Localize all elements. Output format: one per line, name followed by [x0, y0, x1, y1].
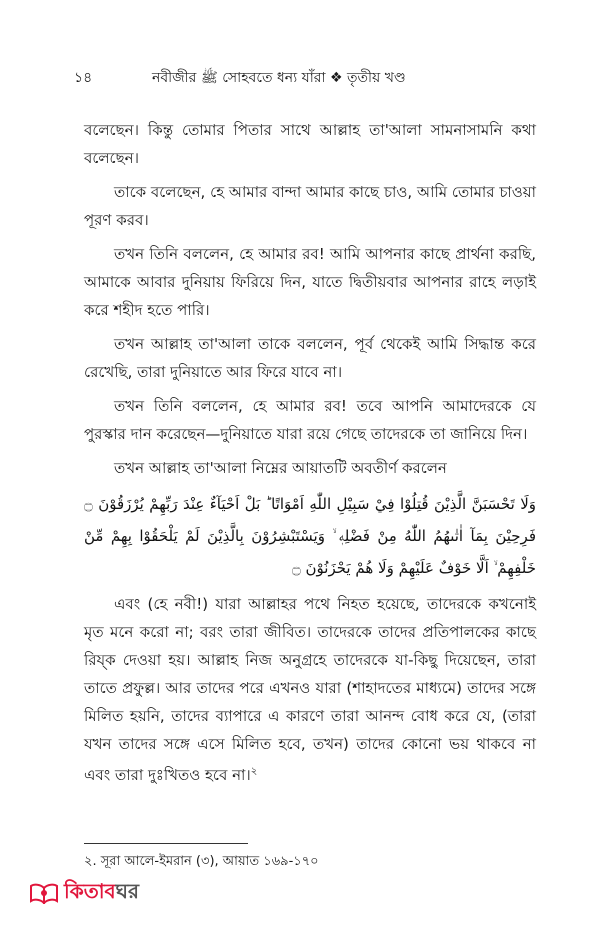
running-header — [74, 66, 534, 90]
watermark-name-red: কিতাব — [64, 878, 116, 903]
translation-paragraph — [84, 590, 536, 789]
watermark-logo — [30, 878, 139, 908]
paragraph: তখন তিনি বললেন, হে আমার রব! তবে আপনি আমাদেরকে যে পুরস্কার দান করেছেন—দুনিয়াতে যারা রয়ে গেছে তাদেরকে তা জানিয়ে দিন। — [84, 397, 536, 443]
main-text — [84, 116, 536, 795]
page-number: ১৪ — [74, 70, 93, 86]
arabic-verse: وَلَا تَحْسَبَنَّ الَّذِيْنَ قُتِلُوْا فِيْ سَبِيْلِ اللّٰهِ اَمْوَاتًا ؕ بَلْ اَحْيَآءٌ عِنْدَ رَبِّهِمْ يُرْزَقُوْنَ ۝ فَرِحِيْنَ بِمَآ اٰتٰىهُمُ اللّٰهُ مِنْ فَضْلِهٖ ۙ وَيَسْتَبْشِرُوْنَ بِالَّذِيْنَ لَمْ يَلْحَقُوْا بِهِمْ مِّنْ خَلْفِهِمْ ۙ اَلَّا خَوْفٌ عَلَيْهِمْ وَلَا هُمْ يَحْزَنُوْنَ ۝ — [84, 495, 536, 577]
paragraph: তখন আল্লাহ তা'আলা নিম্নের আয়াতটি অবতীর্ণ করলেন — [114, 459, 447, 477]
footnote-divider — [84, 843, 248, 844]
footnote: ২. সূরা আলে-ইমরান (৩), আয়াত ১৬৯-১৭০ — [84, 854, 319, 869]
paragraph: তখন আল্লাহ তা'আলা তাকে বললেন, পূর্ব থেকেই আমি সিদ্ধান্ত করে রেখেছি, তারা দুনিয়াতে আর ফিরে যাবে না। — [84, 335, 536, 381]
watermark-name-gray: ঘর — [115, 878, 140, 903]
book-logo-icon — [30, 882, 58, 904]
footnote-marker: ২ — [250, 766, 258, 777]
paragraph: তখন তিনি বললেন, হে আমার রব! আমি আপনার কাছে প্রার্থনা করছি, আমাকে আবার দুনিয়ায় ফিরিয়ে দিন, যাতে দ্বিতীয়বার আপনার রাহে লড়াই করে শহীদ হতে পারি। — [84, 245, 536, 319]
paragraph: বলেছেন। কিন্তু তোমার পিতার সাথে আল্লাহ তা'আলা সামনাসামনি কথা বলেছেন। — [84, 121, 536, 167]
paragraph: তাকে বলেছেন, হে আমার বান্দা আমার কাছে চাও, আমি তোমার চাওয়া পূরণ করব। — [84, 183, 536, 229]
translation-text: এবং (হে নবী!) যারা আল্লাহর পথে নিহত হয়েছে, তাদেরকে কখনোই মৃত মনে করো না; বরং তারা জীবিত। তাদেরকে তাদের প্রতিপালকের কাছে রিয্ক দেওয়া হয়। আল্লাহ নিজ অনুগ্রহে তাদেরকে যা-কিছু দিয়েছেন, তারা তাতে প্রফুল্ল। আর তাদের পরে এখনও যারা (শাহাদতের মাধ্যমে) তাদের সঙ্গে মিলিত হয়নি, তাদের ব্যাপারে এ কারণে তারা আনন্দ বোধ করে যে, (তারা যখন তাদের সঙ্গে এসে মিলিত হবে, তখন) তাদের কোনো ভয় থাকবে না এবং তারা দুঃখিতও হবে না। — [84, 595, 536, 784]
book-title-header: নবীজীর ﷺ সোহবতে ধন্য যাঁরা ❖ তৃতীয় খণ্ড — [152, 70, 406, 86]
